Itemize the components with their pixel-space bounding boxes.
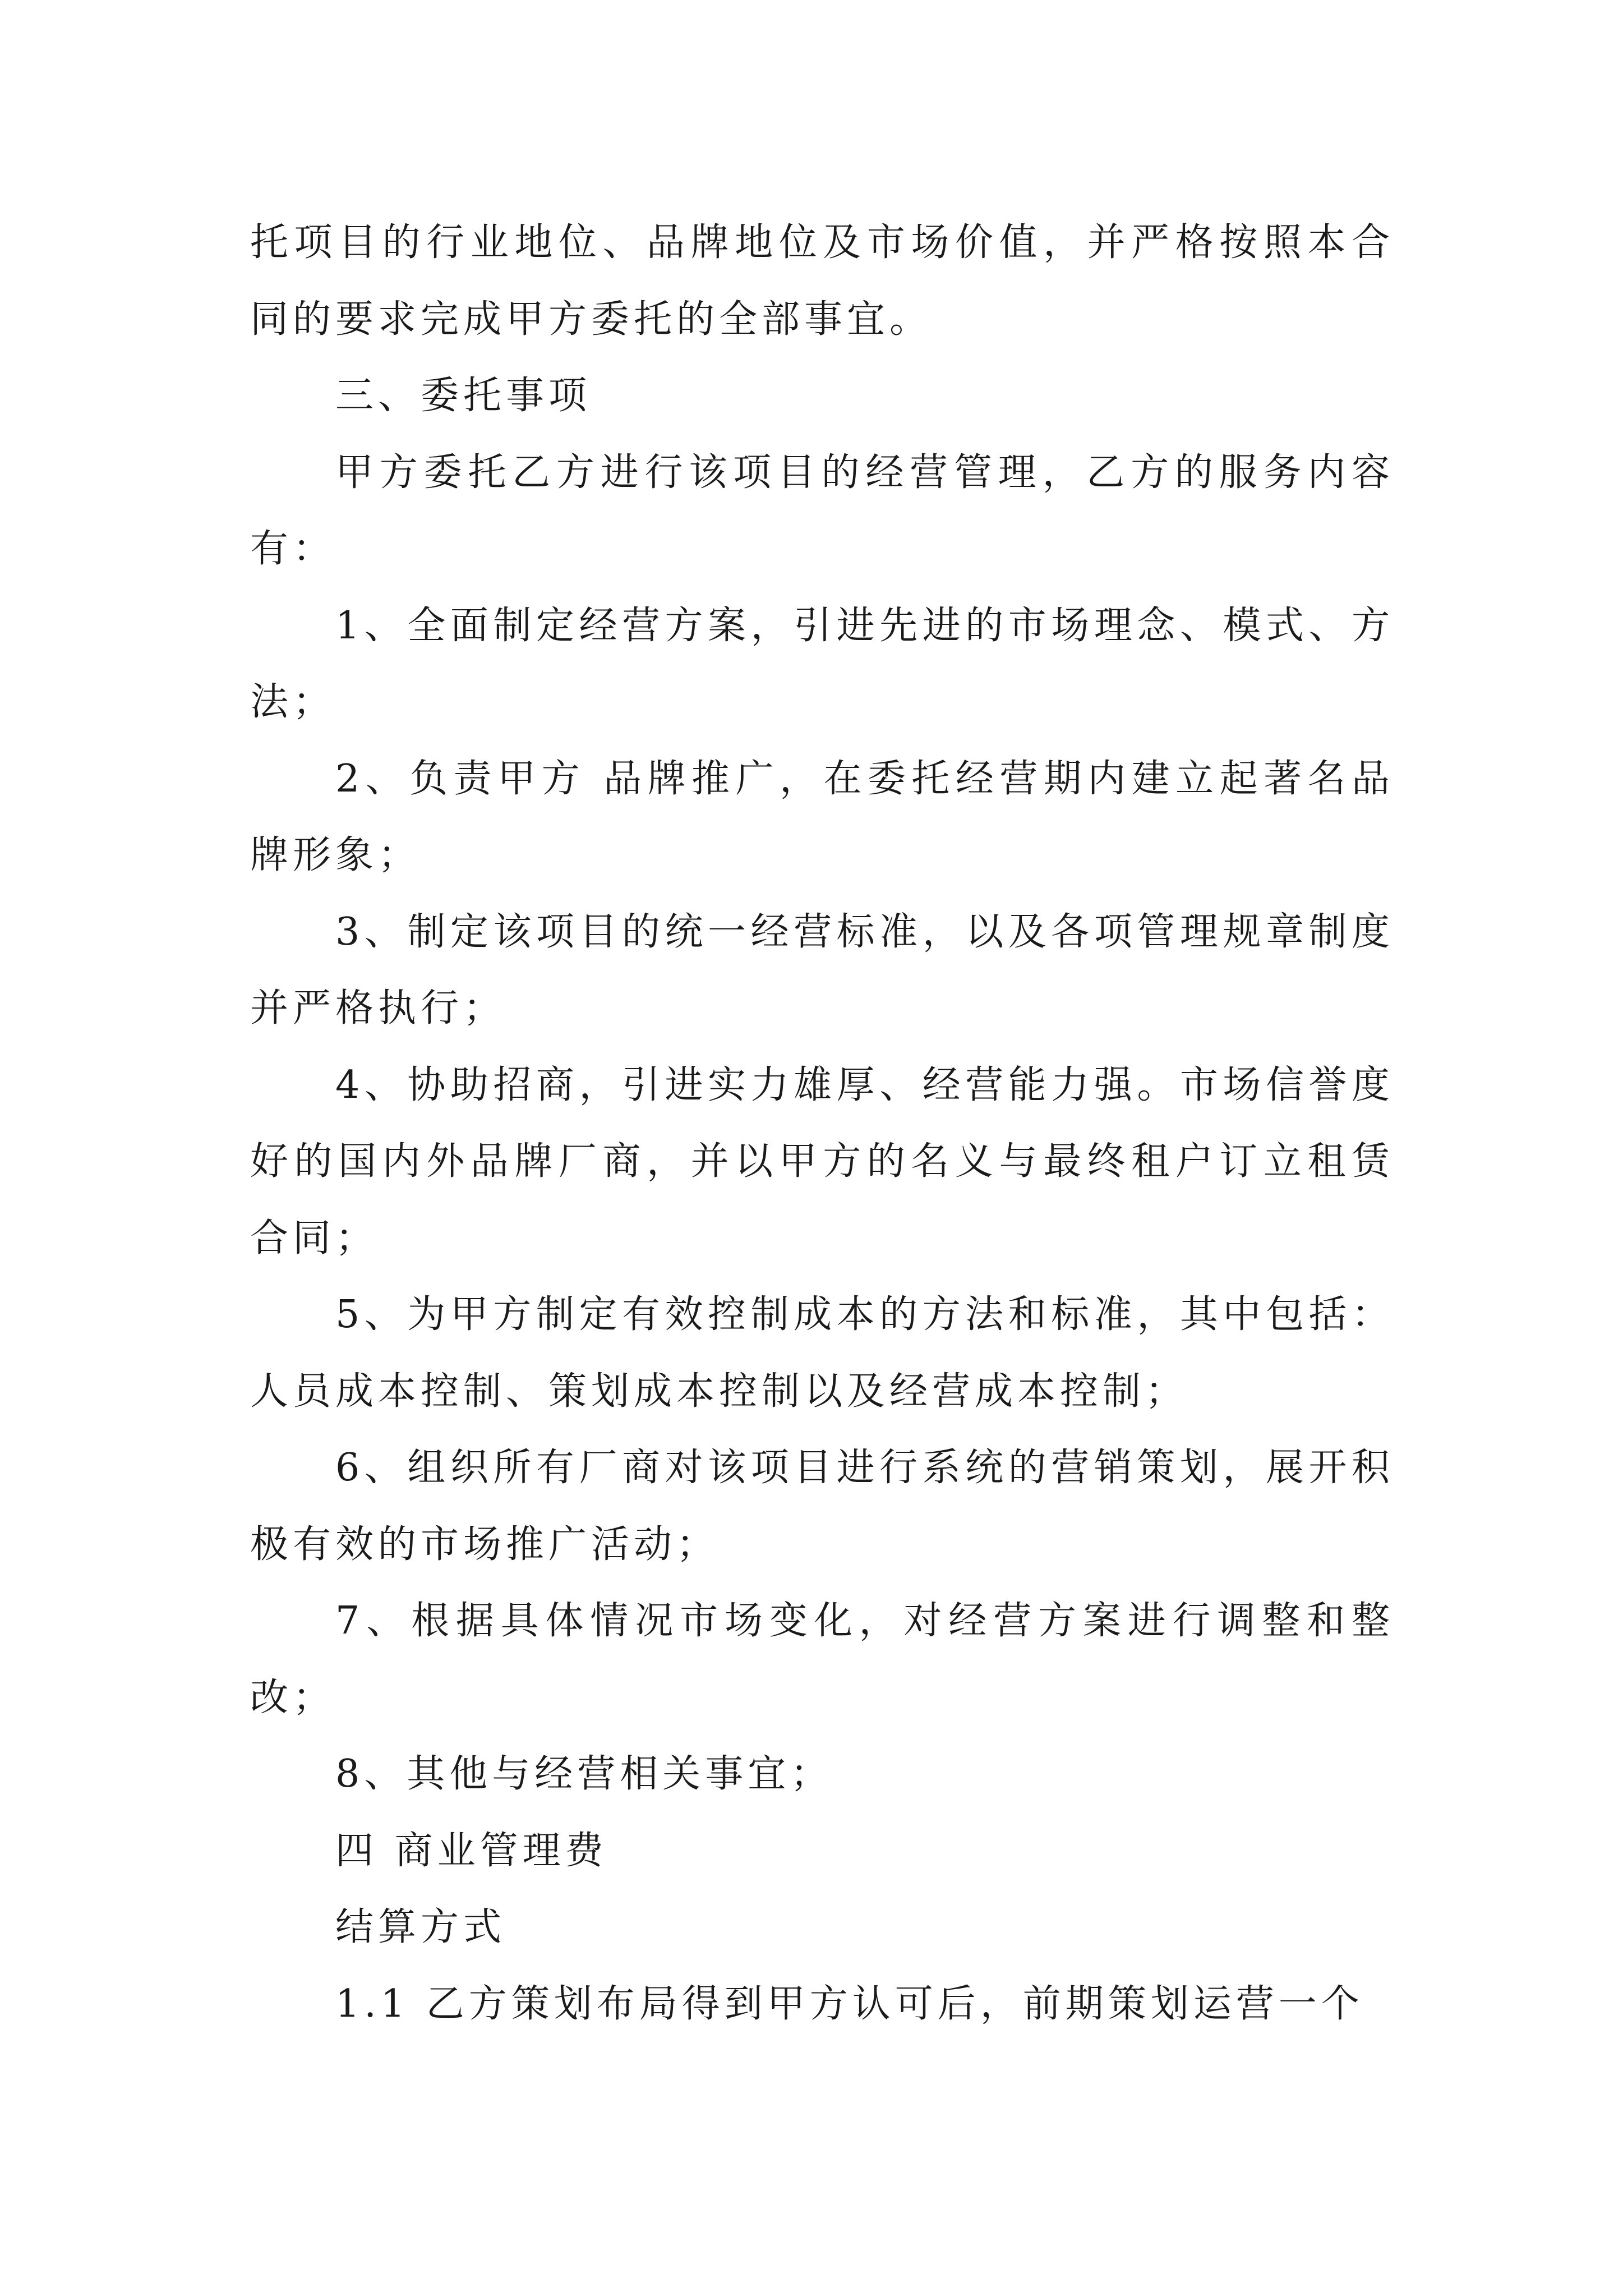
- list-item: 2、负责甲方 品牌推广，在委托经营期内建立起著名品牌形象；: [250, 756, 1394, 877]
- list-item: 6、组织所有厂商对该项目进行系统的营销策划，展开积极有效的市场推广活动；: [250, 1446, 1394, 1567]
- list-item: 5、为甲方制定有效控制成本的方法和标准，其中包括：人员成本控制、策划成本控制以及经营成本控制；: [250, 1292, 1394, 1414]
- list-item: 8、其他与经营相关事宜；: [335, 1752, 833, 1796]
- list-item: 7、根据具体情况市场变化，对经营方案进行调整和整改；: [250, 1599, 1394, 1720]
- document-body: [250, 205, 1394, 2042]
- list-item: 1、全面制定经营方案，引进先进的市场理念、模式、方法；: [250, 603, 1394, 724]
- subsection-heading: 结算方式: [335, 1905, 506, 1949]
- section-heading: 四 商业管理费: [335, 1828, 608, 1873]
- paragraph: 1.1 乙方策划布局得到甲方认可后，前期策划运营一个: [335, 1981, 1364, 2026]
- section-heading: 三、委托事项: [335, 374, 592, 418]
- paragraph: 托项目的行业地位、品牌地位及市场价值，并严格按照本合同的要求完成甲方委托的全部事宜。: [250, 220, 1394, 342]
- list-item: 3、制定该项目的统一经营标准，以及各项管理规章制度并严格执行；: [250, 909, 1394, 1030]
- paragraph: 甲方委托乙方进行该项目的经营管理，乙方的服务内容有：: [250, 450, 1394, 571]
- list-item: 4、协助招商，引进实力雄厚、经营能力强。市场信誉度好的国内外品牌厂商，并以甲方的名义与最终租户订立租赁合同；: [250, 1062, 1394, 1260]
